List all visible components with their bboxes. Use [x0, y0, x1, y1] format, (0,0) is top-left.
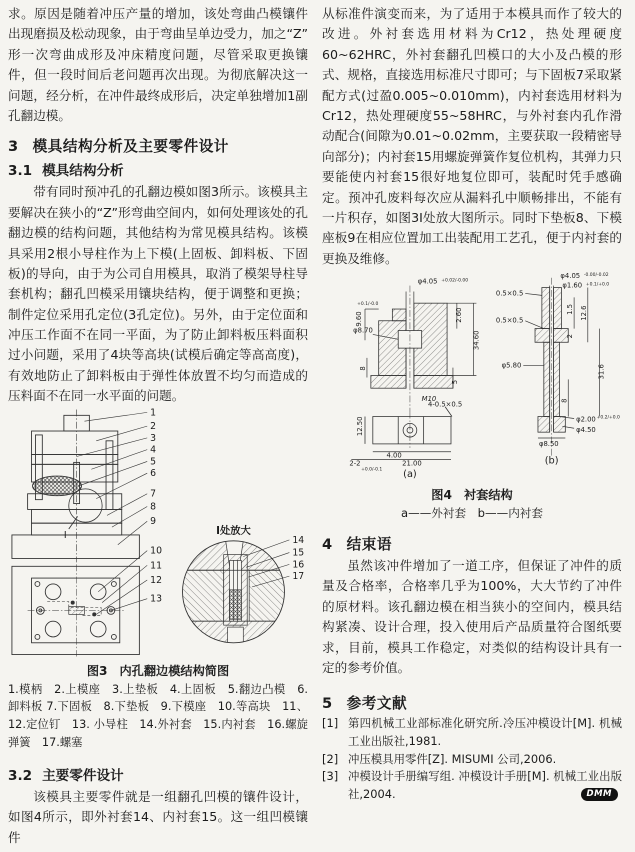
- svg-text:+0.1/-0.0: +0.1/-0.0: [357, 302, 379, 308]
- svg-text:φ2.00: φ2.00: [576, 415, 596, 424]
- label-a: (a): [403, 469, 417, 481]
- section-4-title: 结束语: [346, 536, 392, 554]
- svg-text:2: 2: [150, 420, 157, 432]
- figure-3-caption: [8, 662, 308, 679]
- section-3-2-title: 主要零件设计: [42, 768, 124, 785]
- svg-text:5: 5: [450, 380, 459, 385]
- label-b: (b): [544, 455, 559, 467]
- reference-text: 冲模设计手册编写组. 冲模设计手册[M]. 机械工业出版社,2004.: [348, 769, 622, 802]
- reference-number: [1]: [322, 716, 339, 731]
- detail-view-title: I处放大: [216, 524, 251, 537]
- svg-text:4: 4: [150, 444, 157, 456]
- right-column: [322, 4, 622, 848]
- svg-text:φ1.60: φ1.60: [562, 281, 583, 290]
- figure-4-caption: [322, 486, 622, 503]
- svg-text:φ4.05: φ4.05: [417, 277, 438, 286]
- die-plan-view: [12, 564, 139, 656]
- section-3-2-heading: [8, 764, 308, 784]
- paragraph-3-2: 该模具主要零件就是一组翻孔凹模的镶件设计，如图4所示，即外衬套14、内衬套15。这一组凹模镶件: [8, 789, 308, 845]
- svg-text:8: 8: [150, 501, 157, 513]
- figure-3-drawing: [8, 407, 308, 657]
- svg-text:φ4.50: φ4.50: [576, 426, 596, 435]
- reference-item: [322, 768, 622, 803]
- section-3-1-heading: [8, 159, 308, 179]
- svg-text:11: 11: [150, 559, 163, 571]
- svg-text:+0.2/+0.0: +0.2/+0.0: [596, 415, 620, 421]
- left-column: [8, 4, 308, 848]
- section-5-number: 5: [322, 695, 333, 713]
- drawing-a-outer-bushing: [349, 278, 480, 480]
- svg-text:12: 12: [150, 574, 163, 586]
- svg-text:21.00: 21.00: [402, 459, 422, 468]
- svg-text:1.5: 1.5: [566, 304, 575, 315]
- svg-text:31.6: 31.6: [597, 364, 606, 380]
- svg-text:15: 15: [292, 547, 305, 559]
- figure-4-number: 图4: [431, 488, 452, 503]
- reference-number: [3]: [322, 769, 339, 784]
- svg-text:+0.02/-0.00: +0.02/-0.00: [441, 278, 469, 284]
- svg-text:6: 6: [150, 467, 157, 479]
- svg-text:+0.0/-0.1: +0.0/-0.1: [361, 467, 383, 473]
- svg-text:φ8.50: φ8.50: [538, 439, 559, 448]
- svg-text:9: 9: [150, 515, 157, 527]
- svg-text:0.5×0.5: 0.5×0.5: [495, 289, 524, 298]
- svg-text:12.50: 12.50: [356, 416, 365, 437]
- svg-text:7: 7: [150, 488, 157, 500]
- svg-text:8: 8: [560, 398, 569, 403]
- svg-text:φ4.05: φ4.05: [560, 271, 581, 280]
- figure-3-number: 图3: [86, 663, 108, 678]
- svg-text:5: 5: [150, 455, 157, 467]
- svg-text:φ8.70: φ8.70: [353, 326, 373, 335]
- section-3-1-title: 模具结构分析: [42, 163, 124, 180]
- svg-text:2-2: 2-2: [349, 459, 361, 468]
- svg-text:16: 16: [292, 558, 305, 570]
- svg-text:φ5.80: φ5.80: [501, 361, 522, 370]
- reference-number: [2]: [322, 751, 339, 766]
- drawing-b-inner-bushing: [496, 272, 620, 467]
- callouts-detail: [292, 534, 304, 581]
- paragraph-continued-right: 从标准件演变而来，为了适用于本模具而作了较大的改进。外衬套选用材料为Cr12，热处理硬度60~62HRC，外衬套翻孔凹模口的大小及凸模的形式、规格，直接选用标准尺寸即可；与下固板7采取紧配方式(过盈0.005~0.010mm)，内衬套选用材料为Cr12，热处理硬度55~58HRC，与外衬套内孔作滑动配合(间隙为0.01~0.02mm，主要获取一段精密导向部分)；内衬套15用螺旋弹簧作复位机构，其弹力只要能使内衬套15很好地复位即可，装配时凭手感确定。预冲孔废料每次应从漏料孔中顺畅排出，不能有一片积存，如图3I处放大图所示。同时下垫板8、下模座板9在相应位置加工出装配用工艺孔，便于内衬套的更换及维修。: [322, 6, 622, 266]
- section-3-number: 3: [8, 138, 19, 156]
- section-4-heading: [322, 533, 622, 554]
- figure-3-title: 内孔翻边模结构简图: [119, 663, 230, 678]
- callout-leaders-upper: [77, 412, 148, 544]
- figure-4-drawing: [322, 269, 622, 481]
- section-3-2-number: 3.2: [8, 768, 33, 785]
- reference-list: [322, 715, 622, 803]
- section-5-heading: [322, 692, 622, 713]
- figure-3-parts-list: 1.模柄 2.上模座 3.上垫板 4.上固板 5.翻边凸模 6.卸料板 7.下固板 8.下垫板 9.下模座 10.等高块 11、12.定位钉 13. 小导柱 14.外衬套 15.内衬套 16.螺旋弹簧 17.螺塞: [8, 682, 308, 750]
- svg-text:13: 13: [150, 593, 163, 605]
- svg-text:3: 3: [150, 432, 157, 444]
- detail-marker-I: I: [63, 529, 67, 541]
- svg-text:0.5×0.5: 0.5×0.5: [495, 316, 524, 325]
- section-3-title: 模具结构分析及主要零件设计: [32, 138, 229, 156]
- reference-item: [322, 715, 622, 750]
- die-assembly-section: [12, 409, 139, 562]
- section-3-1-number: 3.1: [8, 163, 33, 180]
- svg-text:4-0.5×0.5: 4-0.5×0.5: [428, 400, 463, 409]
- svg-text:+0.1/+0.0: +0.1/+0.0: [585, 282, 610, 288]
- figure-4-legend: a——外衬套 b——内衬套: [401, 506, 543, 521]
- journal-end-badge: DMM: [581, 788, 618, 801]
- figure-4-title: 衬套结构: [463, 488, 513, 503]
- svg-text:10: 10: [150, 545, 163, 557]
- callouts-upper: [150, 407, 156, 527]
- svg-text:17: 17: [292, 570, 305, 582]
- paragraph-3-1: 带有同时预冲孔的孔翻边模如图3所示。该模具主要解决在狭小的“Z”形弯曲空间内，如何处理该处的孔翻边模的结构问题，其他结构为常见模具结构。该模具采用2根小导柱作为上下模(上固板、卸料板、下固板)的导向，由于为公司自用模具，取消了模架导柱导套机构；翻孔凹模采用镶块结构，便于调整和更换；制件定位采用孔定位(3孔定位)。另外，由于定位面和冲压工作面不在同一平面，为了防止卸料板压料面积过小问题，采用了4块等高块(试模后确定等高高度)，有效地防止了卸料板由于弹性体放置不均匀而造成的压料面不在同一水平面的问题。: [8, 184, 308, 404]
- svg-text:34.60: 34.60: [472, 330, 481, 351]
- reference-item: [322, 751, 622, 769]
- svg-text:1: 1: [150, 406, 157, 418]
- callouts-lower: [150, 545, 162, 604]
- svg-text:2: 2: [566, 334, 575, 339]
- svg-text:8: 8: [358, 366, 367, 371]
- svg-text:9.60: 9.60: [355, 311, 364, 327]
- paragraph-4: 虽然该冲件增加了一道工序，但保证了冲件的质量及合格率，合格率几乎为100%，大大节约了冲件的原材料。该孔翻边模在相当狭小的空间内，模具结构紧凑、设计合理，投入使用后产品质量符合图纸要求，目前，模具工作稳定，对类似的结构设计具有一定的参考价值。: [322, 558, 622, 676]
- paragraph-continued: 求。原因是随着冲压产量的增加，该处弯曲凸模镶件出现磨损及松动现象，由于弯曲呈单边受力，加之“Z”形一次弯曲成形及冲床精度问题，尽管采取更换镶件，但一段时间后老问题再次出现。为彻底解决这一问题，经分析，在冲件最终成形后，决定单独增加1副孔翻边模。: [8, 6, 308, 123]
- section-4-number: 4: [322, 536, 333, 554]
- svg-text:14: 14: [292, 534, 305, 546]
- reference-text: 第四机械工业部标准化研究所.冷压冲模设计[M]. 机械工业出版社,1981.: [348, 716, 622, 749]
- reference-text: 冲压模具用零件[Z]. MISUMI 公司,2006.: [348, 751, 557, 766]
- svg-text:12.6: 12.6: [579, 305, 588, 321]
- svg-text:4.00: 4.00: [386, 451, 402, 460]
- section-3-heading: [8, 135, 308, 156]
- figure-4: [322, 269, 622, 521]
- figure-3: [8, 407, 308, 752]
- section-5-title: 参考文献: [346, 695, 408, 713]
- svg-text:M10: M10: [421, 394, 437, 403]
- svg-text:2.60: 2.60: [454, 307, 463, 323]
- svg-text:-0.00/-0.02: -0.00/-0.02: [583, 272, 609, 278]
